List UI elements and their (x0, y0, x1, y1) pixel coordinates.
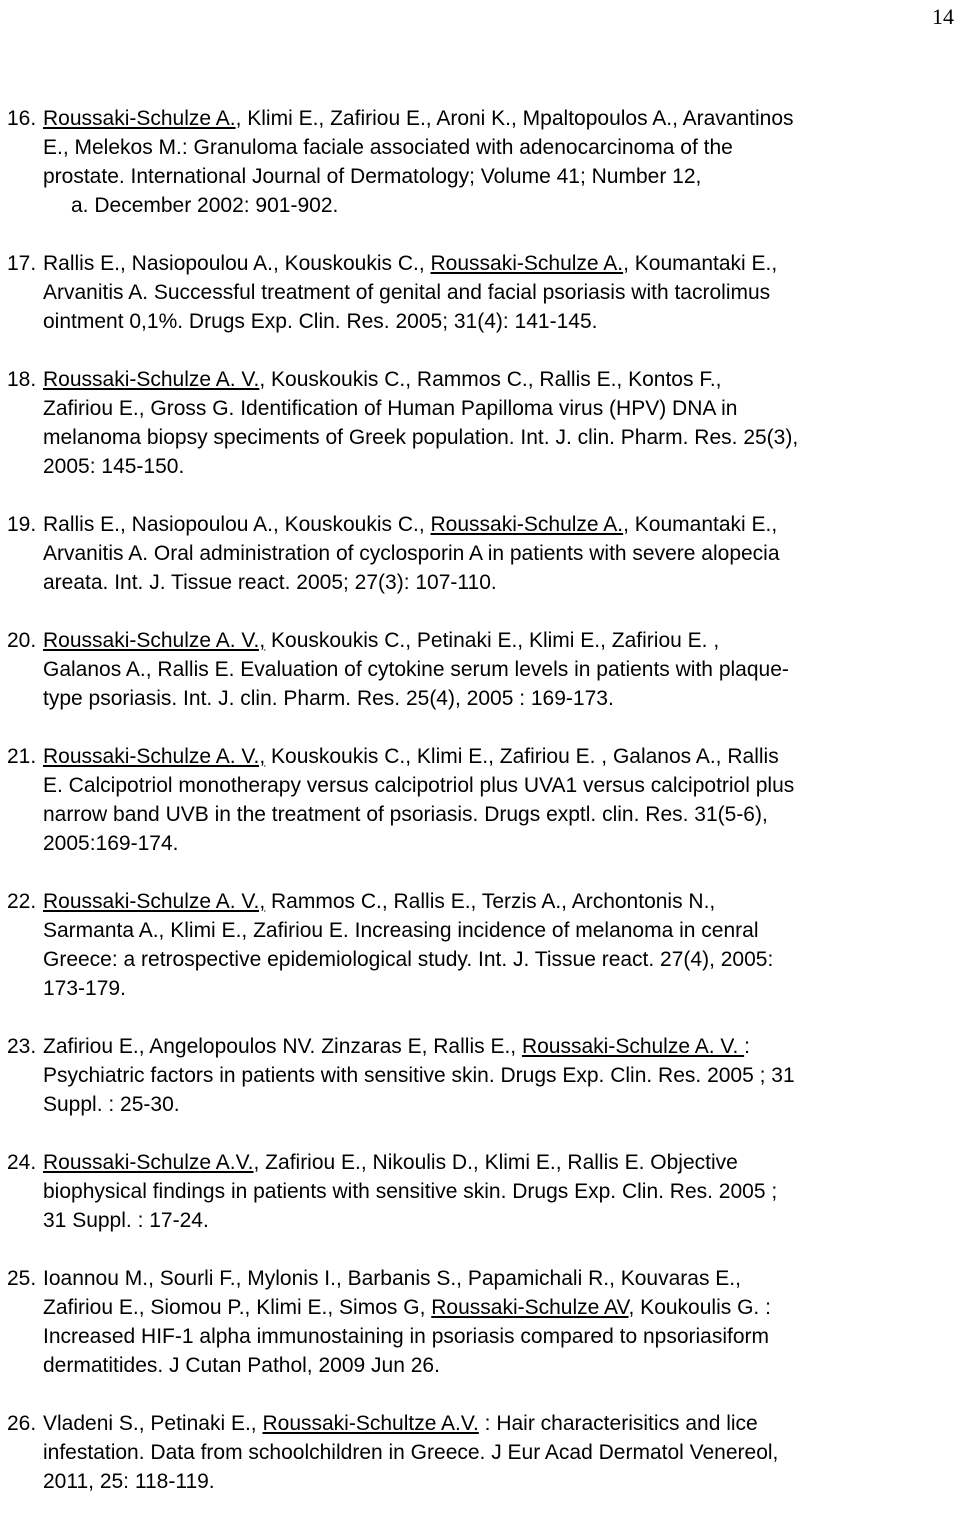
reference-text: Kouskoukis C., Klimi E., Zafiriou E. , Galanos A., Rallis (265, 745, 779, 768)
reference-text: Vladeni S., Petinaki E., (43, 1412, 263, 1435)
reference-line: narrow band UVB in the treatment of psoriasis. Drugs exptl. clin. Res. 31(5-6), (43, 803, 768, 826)
reference-line: E. Calcipotriol monotherapy versus calcipotriol plus UVA1 versus calcipotriol plus (43, 774, 795, 797)
author-highlight: Roussaki-Schulze A. (430, 252, 624, 275)
reference-line: Sarmanta A., Klimi E., Zafiriou E. Increasing incidence of melanoma in cenral (43, 919, 759, 942)
reference-line: melanoma biopsy speciments of Greek population. Int. J. clin. Pharm. Res. 25(3), (43, 426, 799, 449)
page-number: 14 (932, 4, 954, 29)
reference-text: Zafiriou E., Angelopoulos NV. Zinzaras E, Rallis E., (43, 1035, 522, 1058)
reference-item (0, 510, 960, 597)
author-highlight: Roussaki-Schulze A. (430, 513, 624, 536)
reference-line: Galanos A., Rallis E. Evaluation of cytokine serum levels in patients with plaque- (43, 658, 789, 681)
reference-line (43, 1409, 960, 1438)
reference-line (43, 742, 960, 771)
reference-text: Rammos C., Rallis E., Terzis A., Archontonis N., (265, 890, 716, 913)
reference-line: 173-179. (43, 977, 126, 1000)
reference-line: Ioannou M., Sourli F., Mylonis I., Barbanis S., Papamichali R., Kouvaras E., (43, 1267, 741, 1290)
reference-line: Arvanitis A. Successful treatment of genital and facial psoriasis with tacrolimus (43, 281, 771, 304)
reference-item (0, 104, 960, 220)
reference-line: 2011, 25: 118-119. (43, 1470, 215, 1493)
reference-line: Greece: a retrospective epidemiological study. Int. J. Tissue react. 27(4), 2005: (43, 948, 774, 971)
reference-line: Suppl. : 25-30. (43, 1093, 180, 1116)
author-highlight: Roussaki-Schulze A. V., (43, 745, 266, 768)
reference-text: , Zafiriou E., Nikoulis D., Klimi E., Rallis E. Objective (253, 1151, 738, 1174)
reference-text: Rallis E., Nasiopoulou A., Kouskoukis C., (43, 252, 431, 275)
reference-text: , Klimi E., Zafiriou E., Aroni K., Mpaltopoulos A., Aravantinos (235, 107, 794, 130)
reference-line: biophysical findings in patients with sensitive skin. Drugs Exp. Clin. Res. 2005 ; (43, 1180, 778, 1203)
reference-line: type psoriasis. Int. J. clin. Pharm. Res. 25(4), 2005 : 169-173. (43, 687, 614, 710)
reference-item (0, 365, 960, 481)
author-highlight: Roussaki-Schulze AV (431, 1296, 629, 1319)
reference-text: , Kouskoukis C., Rammos C., Rallis E., Kontos F., (259, 368, 722, 391)
reference-text: Kouskoukis C., Petinaki E., Klimi E., Zafiriou E. , (265, 629, 720, 652)
reference-line: 31 Suppl. : 17-24. (43, 1209, 209, 1232)
reference-number: 26. (7, 1412, 37, 1435)
reference-number: 17. (7, 252, 37, 275)
reference-line (43, 1032, 960, 1061)
reference-line: 2005: 145-150. (43, 455, 185, 478)
reference-line (43, 1293, 960, 1322)
author-highlight: Roussaki-Schulze A. (43, 107, 236, 130)
reference-item (0, 1148, 960, 1235)
reference-text: : (744, 1035, 750, 1058)
reference-text: , Koumantaki E., (623, 513, 778, 536)
reference-number: 20. (7, 629, 37, 652)
reference-line: infestation. Data from schoolchildren in Greece. J Eur Acad Dermatol Venereol, (43, 1441, 779, 1464)
reference-line (43, 510, 960, 539)
reference-number: 24. (7, 1151, 37, 1174)
reference-line: Increased HIF-1 alpha immunostaining in psoriasis compared to npsoriasiform (43, 1325, 769, 1348)
reference-text: , Koukoulis G. : (628, 1296, 771, 1319)
reference-line (43, 365, 960, 394)
reference-number: 21. (7, 745, 37, 768)
reference-line (43, 626, 960, 655)
author-highlight: Roussaki-Schulze A. V. (43, 368, 260, 391)
author-highlight: Roussaki-Schulze A.V. (43, 1151, 254, 1174)
reference-text: : Hair characterisitics and lice (478, 1412, 758, 1435)
reference-text: , Koumantaki E., (623, 252, 778, 275)
reference-number: 19. (7, 513, 37, 536)
reference-line (43, 249, 960, 278)
reference-line: prostate. International Journal of Dermatology; Volume 41; Number 12, (43, 165, 702, 188)
author-highlight: Roussaki-Schulze A. V., (43, 629, 266, 652)
reference-number: 25. (7, 1267, 37, 1290)
reference-line: dermatitides. J Cutan Pathol, 2009 Jun 26. (43, 1354, 440, 1377)
reference-line: areata. Int. J. Tissue react. 2005; 27(3): 107-110. (43, 571, 497, 594)
reference-line (43, 887, 960, 916)
reference-number: 22. (7, 890, 37, 913)
reference-text: Rallis E., Nasiopoulou A., Kouskoukis C., (43, 513, 431, 536)
reference-line: a. December 2002: 901-902. (71, 194, 339, 217)
reference-item (0, 1032, 960, 1119)
reference-line: Arvanitis A. Oral administration of cyclosporin A in patients with severe alopecia (43, 542, 780, 565)
author-highlight: Roussaki-Schulze A. V., (43, 890, 266, 913)
reference-list (0, 104, 960, 1525)
author-highlight: Roussaki-Schulze A. V. (521, 1035, 745, 1058)
reference-line: 2005:169-174. (43, 832, 179, 855)
reference-number: 16. (7, 107, 37, 130)
reference-line: Zafiriou E., Gross G. Identification of Human Papilloma virus (HPV) DNA in (43, 397, 738, 420)
reference-number: 23. (7, 1035, 37, 1058)
reference-line (43, 104, 960, 133)
author-highlight: Roussaki-Schultze A.V. (262, 1412, 479, 1435)
reference-number: 18. (7, 368, 37, 391)
reference-line: Psychiatric factors in patients with sensitive skin. Drugs Exp. Clin. Res. 2005 ; 31 (43, 1064, 795, 1087)
reference-item (0, 626, 960, 713)
reference-item (0, 249, 960, 336)
reference-line: ointment 0,1%. Drugs Exp. Clin. Res. 2005; 31(4): 141-145. (43, 310, 598, 333)
reference-line (43, 1148, 960, 1177)
reference-item (0, 1409, 960, 1496)
reference-item (0, 1264, 960, 1380)
reference-item (0, 887, 960, 1003)
reference-line: E., Melekos M.: Granuloma faciale associated with adenocarcinoma of the (43, 136, 733, 159)
reference-text: Zafiriou E., Siomou P., Klimi E., Simos G, (43, 1296, 432, 1319)
reference-item (0, 742, 960, 858)
